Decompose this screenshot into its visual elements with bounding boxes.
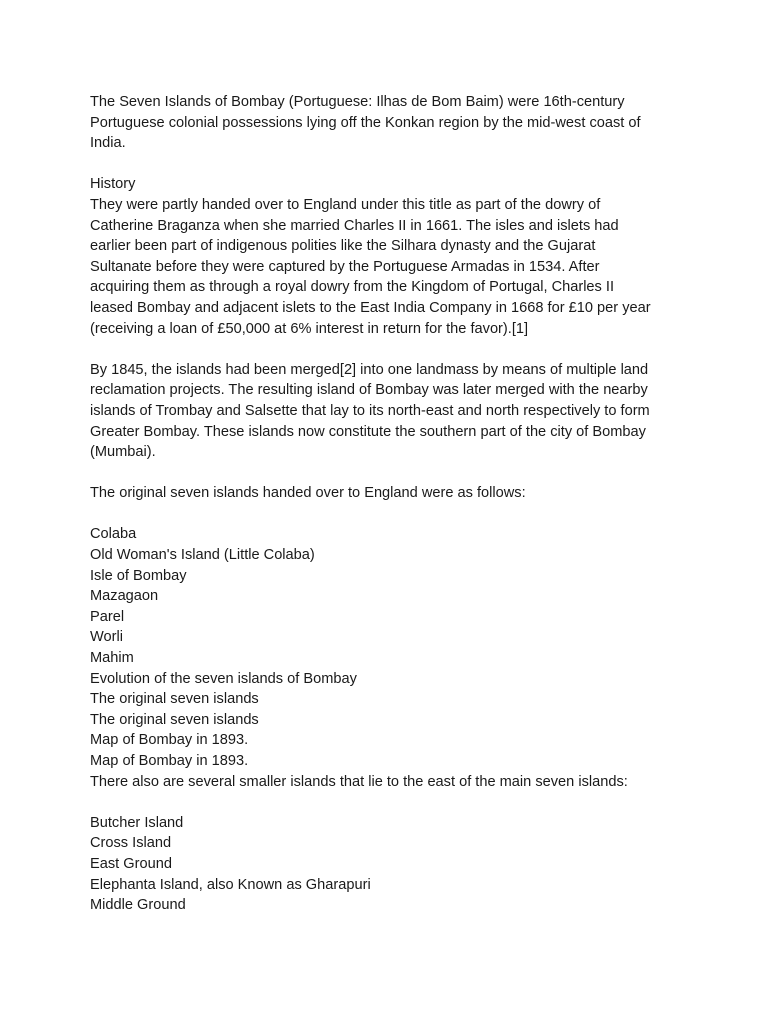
paragraph-gap [90, 339, 690, 360]
list-item: Evolution of the seven islands of Bombay [90, 670, 357, 687]
list-item: Colaba [90, 526, 137, 543]
list-item: Elephanta Island, also Known as Gharapuri [90, 876, 371, 893]
text-line: Greater Bombay. These islands now constitute the southern part of the city of Bombay [90, 423, 646, 440]
text-line: (receiving a loan of £50,000 at 6% interest in return for the favor).[1] [90, 320, 529, 337]
history-paragraph [90, 195, 690, 339]
text-line: Catherine Braganza when she married Charles II in 1661. The isles and islets had [90, 217, 619, 234]
list-item: Map of Bombay in 1893. [90, 753, 249, 769]
list-item: The original seven islands [90, 711, 259, 728]
text-line: Portuguese colonial possessions lying off the Konkan region by the mid-west coast of [90, 114, 641, 131]
list-item: Mahim [90, 650, 134, 667]
list-item: Worli [90, 629, 123, 646]
text-line: Sultanate before they were captured by the Portuguese Armadas in 1534. After [90, 258, 600, 275]
list-item: Mazagaon [90, 588, 159, 605]
paragraph-gap [90, 463, 690, 484]
text-line: (Mumbai). [90, 444, 156, 461]
smaller-islands-list [90, 813, 690, 916]
text-line: By 1845, the islands had been merged[2] into one landmass by means of multiple land [90, 361, 649, 378]
list-item: Isle of Bombay [90, 567, 187, 584]
list-item: Map of Bombay in 1893. [90, 732, 249, 749]
history-heading: History [90, 176, 136, 193]
merger-paragraph [90, 360, 690, 463]
list-item: East Ground [90, 855, 172, 872]
paragraph-gap [90, 504, 690, 525]
document-page [90, 92, 690, 916]
list-item: Cross Island [90, 835, 172, 852]
list-item: Old Woman's Island (Little Colaba) [90, 547, 315, 564]
original-islands-intro: The original seven islands handed over to England were as follows: [90, 485, 526, 502]
list-item: Middle Ground [90, 897, 186, 914]
text-line: leased Bombay and adjacent islets to the East India Company in 1668 for £10 per year [90, 299, 651, 316]
list-item: There also are several smaller islands that lie to the east of the main seven islands: [90, 773, 628, 790]
text-line: acquiring them as through a royal dowry from the Kingdom of Portugal, Charles II [90, 279, 615, 296]
list-item: Butcher Island [90, 814, 184, 831]
list-item: Parel [90, 608, 125, 625]
list-item: The original seven islands [90, 691, 259, 708]
text-line: islands of Trombay and Salsette that lay to its north-east and north respectively to form [90, 402, 650, 419]
text-line: They were partly handed over to England under this title as part of the dowry of [90, 196, 601, 213]
paragraph-gap [90, 154, 690, 175]
text-line: India. [90, 135, 126, 152]
intro-paragraph [90, 92, 690, 154]
text-line: The Seven Islands of Bombay (Portuguese: Ilhas de Bom Baim) were 16th-century [90, 94, 625, 110]
text-line: reclamation projects. The resulting island of Bombay was later merged with the nearby [90, 382, 648, 399]
paragraph-gap [90, 792, 690, 813]
original-islands-list [90, 524, 690, 792]
text-line: earlier been part of indigenous polities like the Silhara dynasty and the Gujarat [90, 238, 596, 255]
